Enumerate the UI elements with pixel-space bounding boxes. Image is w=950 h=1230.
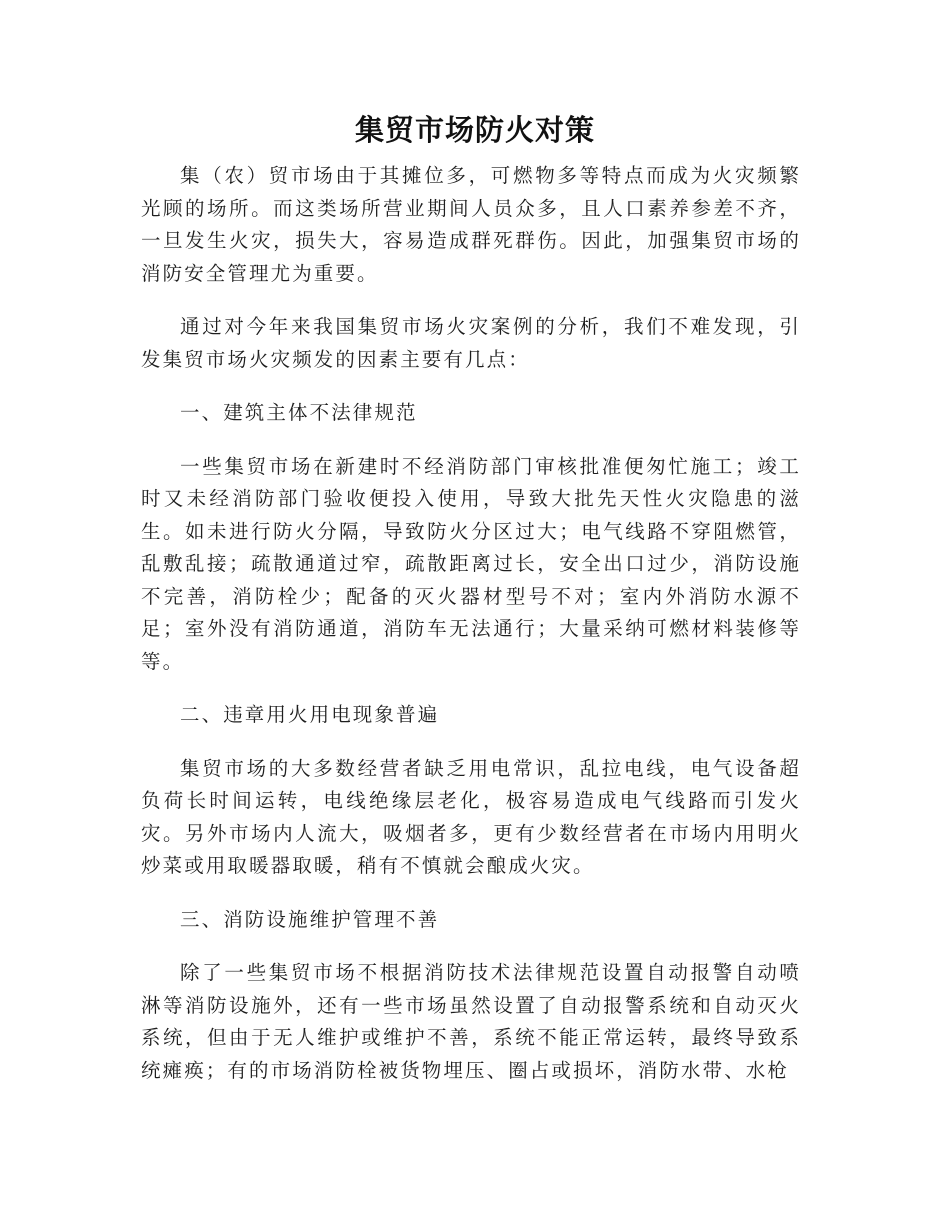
analysis-paragraph: 通过对今年来我国集贸市场火灾案例的分析，我们不难发现，引发集贸市场火灾频发的因素主要有几点：	[141, 315, 801, 371]
section-heading-3: 三、消防设施维护管理不善	[180, 907, 440, 931]
section-body-3: 除了一些集贸市场不根据消防技术法律规范设置自动报警自动喷淋等消防设施外，还有一些市场虽然设置了自动报警系统和自动灭火系统，但由于无人维护或维护不善，系统不能正常运转，最终导致系统瘫痪；有的市场消防栓被货物埋压、圈占或损坏，消防水带、水枪	[141, 961, 801, 1082]
section-heading-1: 一、建筑主体不法律规范	[180, 401, 418, 424]
document-body	[141, 160, 801, 1108]
section-body-2: 集贸市场的大多数经营者缺乏用电常识，乱拉电线，电气设备超负荷长时间运转，电线绝缘层老化，极容易造成电气线路而引发火灾。另外市场内人流大，吸烟者多，更有少数经营者在市场内用明火炒菜或用取暖器取暖，稍有不慎就会酿成火灾。	[141, 756, 801, 877]
section-heading-2: 二、违章用火用电现象普遍	[180, 703, 440, 726]
document-title: 集贸市场防火对策	[354, 113, 595, 147]
section-body-1: 一些集贸市场在新建时不经消防部门审核批准便匆忙施工；竣工时又未经消防部门验收便投入使用，导致大批先天性火灾隐患的滋生。如未进行防火分隔，导致防火分区过大；电气线路不穿阻燃管，乱敷乱接；疏散通道过窄，疏散距离过长，安全出口过少，消防设施不完善，消防栓少；配备的灭火器材型号不对；室内外消防水源不足；室外没有消防通道，消防车无法通行；大量采纳可燃材料装修等等。	[141, 454, 801, 673]
intro-paragraph: 集（农）贸市场由于其摊位多，可燃物多等特点而成为火灾频繁光顾的场所。而这类场所营业期间人员众多，且人口素养参差不齐，一旦发生火灾，损失大，容易造成群死群伤。因此，加强集贸市场的消防安全管理尤为重要。	[141, 164, 801, 285]
